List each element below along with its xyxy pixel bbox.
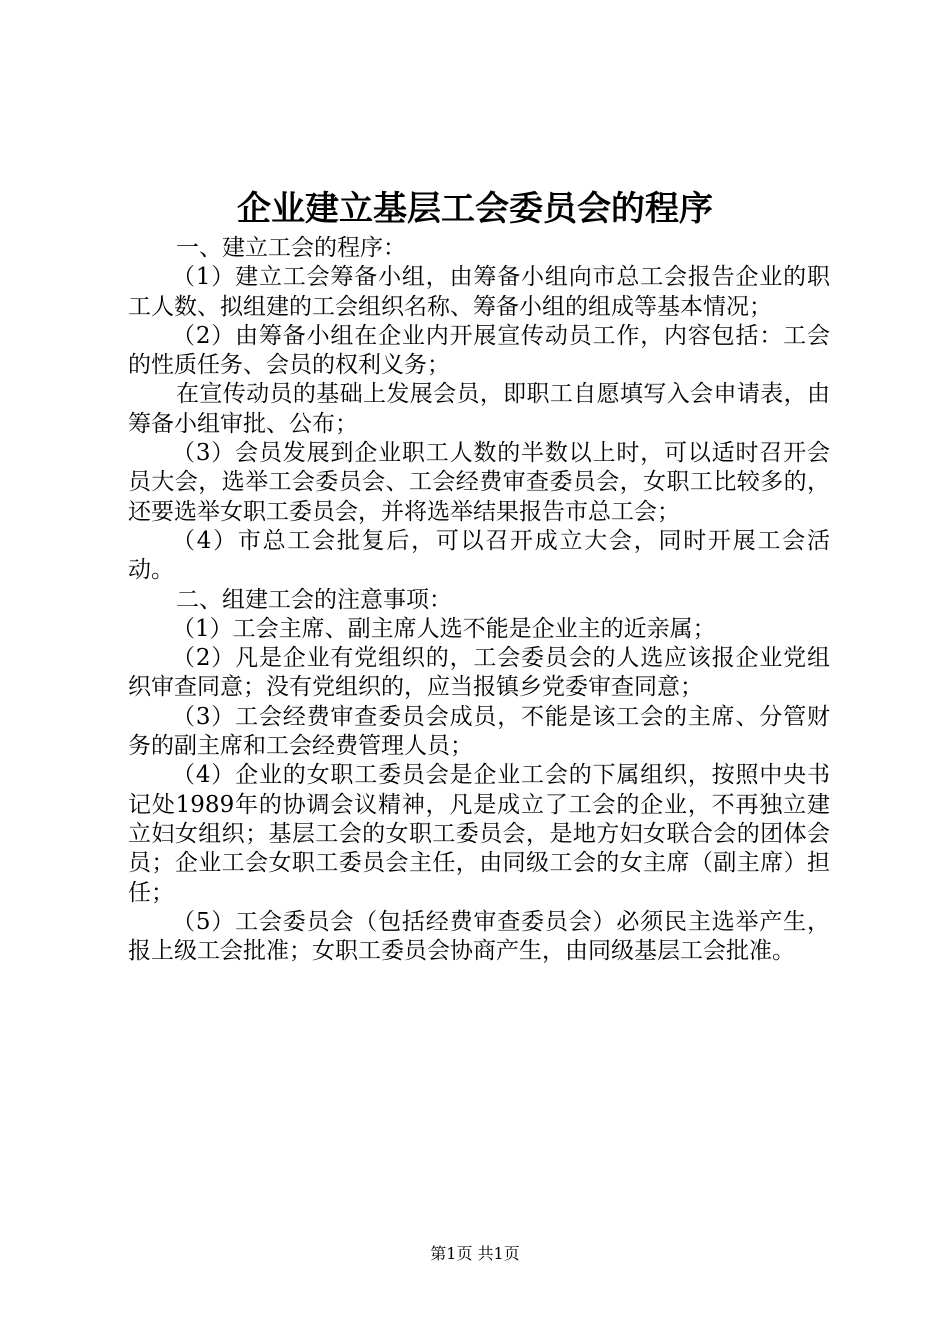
paragraph-note-5: （5）工会委员会（包括经费审查委员会）必须民主选举产生，报上级工会批准；女职工委员会协商产生，由同级基层工会批准。 — [128, 908, 830, 965]
paragraph-note-4: （4）企业的女职工委员会是企业工会的下属组织，按照中央书记处1989年的协调会议精神，凡是成立了工会的企业，不再独立建立妇女组织；基层工会的女职工委员会，是地方妇女联合会的团体会员；企业工会女职工委员会主任，由同级工会的女主席（副主席）担任； — [128, 762, 830, 906]
paragraph-step-2: （2）由筹备小组在企业内开展宣传动员工作，内容包括：工会的性质任务、会员的权利义务； — [128, 322, 830, 379]
page-footer: 第1页 共1页 — [430, 1244, 520, 1263]
section-heading-2: 二、组建工会的注意事项： — [176, 586, 452, 613]
paragraph-note-1: （1）工会主席、副主席人选不能是企业主的近亲属； — [172, 615, 716, 642]
document-body — [128, 234, 830, 966]
paragraph-step-3: （3）会员发展到企业职工人数的半数以上时，可以适时召开会员大会，选举工会委员会、工会经费审查委员会，女职工比较多的，还要选举女职工委员会，并将选举结果报告市总工会； — [128, 440, 830, 525]
paragraph-note-3: （3）工会经费审查委员会成员，不能是该工会的主席、分管财务的副主席和工会经费管理人员； — [128, 703, 830, 760]
document-title: 企业建立基层工会委员会的程序 — [237, 189, 713, 229]
paragraph-step-4: （4）市总工会批复后，可以召开成立大会，同时开展工会活动。 — [128, 527, 830, 584]
section-heading-1: 一、建立工会的程序： — [176, 235, 406, 261]
paragraph-note-2: （2）凡是企业有党组织的，工会委员会的人选应该报企业党组织审查同意；没有党组织的，应当报镇乡党委审查同意； — [128, 645, 830, 701]
paragraph-step-1: （1）建立工会筹备小组，由筹备小组向市总工会报告企业的职工人数、拟组建的工会组织名称、筹备小组的组成等基本情况； — [128, 264, 830, 320]
paragraph-step-2-continued: 在宣传动员的基础上发展会员，即职工自愿填写入会申请表，由筹备小组审批、公布； — [128, 381, 830, 437]
